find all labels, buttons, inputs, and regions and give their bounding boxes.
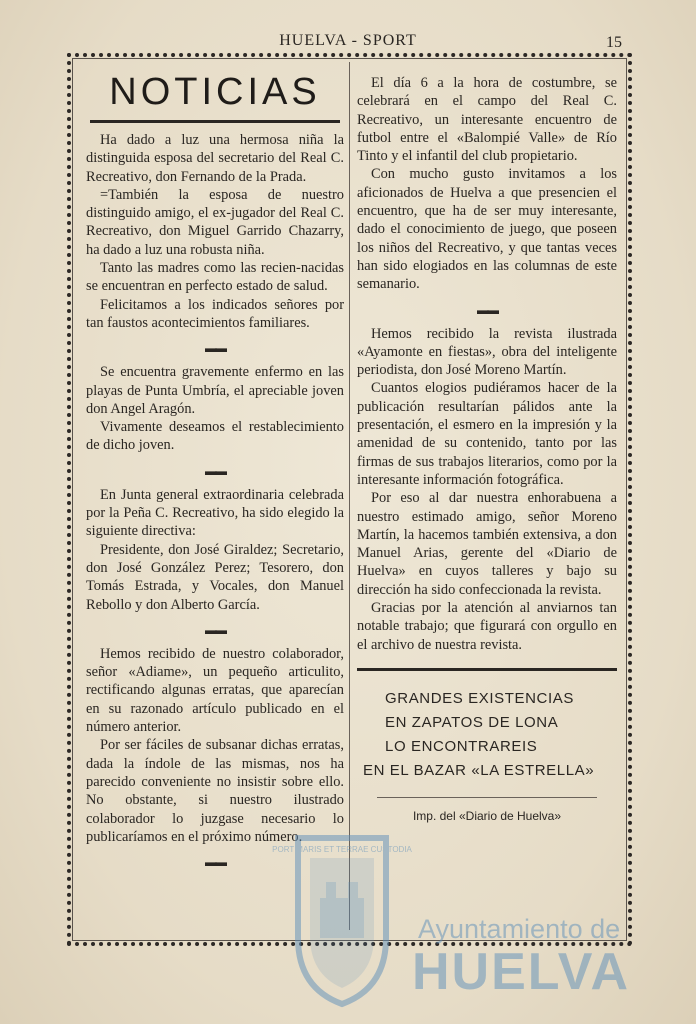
running-head: HUELVA - SPORT [279,32,417,49]
separator-ornament: ▬▬ [205,341,225,356]
left-column [86,62,344,877]
news-item-revista [357,325,617,654]
advert-box [357,687,617,783]
advert-line: GRANDES EXISTENCIAS [385,689,574,707]
separator-ornament: ▬▬ [477,302,497,317]
imprint-line: Imp. del «Diario de Huelva» [412,808,562,823]
paragraph: =También la esposa de nuestro distinguido amigo, el ex-jugador del Real C. Recreativo, don Miguel Garrido Chazarry, ha dado a luz una robusta niña. [86,186,344,258]
news-item-births [86,131,344,332]
news-item-junta [86,486,344,614]
news-item-erratas [86,645,344,846]
news-item-illness [86,363,344,454]
paragraph: Por ser fáciles de subsanar dichas erratas, dada la índole de las mismas, nos ha parecido conveniente no insistir sobre ello. No obstante, si nuestro ilustrado colaborador lo juzgase necesario lo publicaríamos en el próximo número. [86,737,344,845]
paragraph: En Junta general extraordinaria celebrada por la Peña C. Recreativo, ha sido elegido la siguiente directiva: [86,486,344,540]
section-title: NOTICIAS [109,71,321,113]
separator-ornament: ▬▬ [205,463,225,478]
paragraph: Hemos recibido de nuestro colaborador, señor «Adiame», un pequeño articulito, rectificando algunas erratas, que aparecían en su razonado artículo publicado en el número anterior. [86,645,344,736]
watermark-line2: HUELVA [412,943,631,1001]
paragraph: Se encuentra gravemente enfermo en las playas de Punta Umbría, el apreciable joven don Angel Aragón. [86,364,344,417]
advert-rule [357,668,617,671]
separator-ornament: ▬▬ [205,622,225,637]
paragraph: Presidente, don José Giraldez; Secretario, don José González Perez; Tesorero, don Tomás Estrada, y Vocales, don Manuel Rebollo y don Alberto García. [86,541,344,613]
paragraph: Hemos recibido la revista ilustrada «Ayamonte en fiestas», obra del inteligente periodista, don José Moreno Martín. [357,325,617,379]
paragraph: Tanto las madres como las recien-nacidas se encuentran en perfecto estado de salud. [86,260,344,295]
right-column [357,74,617,824]
title-rule [90,120,340,123]
advert-line: EN EL BAZAR «LA ESTRELLA» [363,761,595,779]
paragraph: Por eso al dar nuestra enhorabuena a nuestro estimado amigo, señor Moreno Martín, la hacemos también extensiva, a don Manuel Arias, gerente del «Diario de Huelva» en cuyos talleres y bajo su dirección ha sido confeccionada la revista. [357,490,617,598]
paragraph: Ha dado a luz una hermosa niña la distinguida esposa del secretario del Real C. Recreativo, don Fernando de la Prada. [86,132,344,185]
news-item-match [357,74,617,294]
page-number: 15 [606,34,622,51]
separator-ornament: ▬▬ [205,855,225,870]
paragraph: El día 6 a la hora de costumbre, se celebrará en el campo del Real C. Recreativo, un interesante encuentro de futbol entre el «Balompié Valle» de Río Tinto y el infantil del club propietario. [357,75,617,165]
paragraph: Gracias por la atención al anviarnos tan notable trabajo; que figurará con orgullo en el archivo de nuestra revista. [357,600,617,653]
advert-line: EN ZAPATOS DE LONA [385,713,559,731]
paragraph: Con mucho gusto invitamos a los aficionados de Huelva a que presencien el encuentro, que ha de ser muy interesante, dado el conocimiento de juego, que poseen los niños del Recreativo, y que tantas veces han sido elogiados en las columnas de este semanario. [357,166,617,293]
column-divider [349,62,350,930]
imprint-rule [377,797,597,798]
paragraph: Felicitamos a los indicados señores por tan faustos acontecimientos familiares. [86,296,344,331]
advert-line: LO ENCONTRAREIS [385,737,538,755]
seal-text: PORT MARIS ET TERRAE CUSTODIA [272,845,412,854]
paragraph: Vivamente deseamos el restablecimiento de dicho joven. [86,419,344,454]
watermark-line1: Ayuntamiento de [418,914,621,944]
paragraph: Cuantos elogios pudiéramos hacer de la publicación resultarían pálidos ante la presentación, el esmero en la impresión y la amenidad de su contenido, tanto por las firmas de sus trabajos literarios, como por la interesante información fotográfica. [357,380,617,488]
